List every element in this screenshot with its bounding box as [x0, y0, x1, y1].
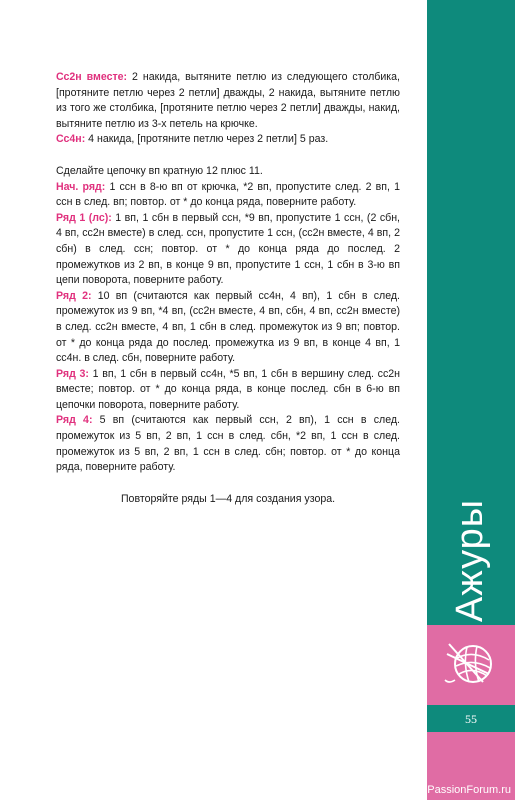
section-title	[447, 500, 495, 620]
abbr-text: 4 накида, [протяните петлю через 2 петли] 5 раз.	[85, 133, 329, 146]
row-3	[56, 367, 400, 414]
page-number: 55	[465, 711, 477, 726]
abbr-cc2n	[56, 70, 400, 132]
row-label: Ряд 1 (лс):	[56, 211, 112, 224]
intro-line: Сделайте цепочку вп кратную 12 плюс 11.	[56, 164, 263, 177]
yarn-ball-icon	[443, 636, 497, 690]
watermark-text: PassionForum.ru	[427, 784, 511, 796]
row-1	[56, 211, 400, 289]
row-start	[56, 180, 400, 211]
row-text: 1 ссн в 8-ю вп от крючка, *2 вп, пропустите след. 2 вп, 1 ссн в след. вп; повтор. от * до конца ряда, поверните работу.	[56, 180, 400, 209]
pattern-text	[56, 70, 400, 507]
repeat-note: Повторяйте ряды 1—4 для создания узора.	[120, 492, 336, 505]
abbr-label: Сс2н вместе:	[56, 71, 128, 83]
abbr-text: 2 накида, вытяните петлю из следующего столбика, [протяните петлю через 2 петли] дважды, 2 накида, вытяните петлю из того же столбика, [протяните петлю через 2 петли] дважды, накид, вытяните петлю из 3-х петель на крючке.	[56, 71, 400, 130]
row-label: Ряд 3:	[56, 367, 89, 380]
row-2	[56, 289, 400, 367]
row-text: 5 вп (считаются как первый ссн, 2 вп), 1 ссн в след. промежуток из 5 вп, 2 вп, 1 ссн в след. сбн, *2 вп, 1 ссн в след. промежуток из 5 вп, 2 вп, 1 ссн в след. сбн; повтор. от * до конца ряда, поверните работу.	[56, 414, 400, 474]
row-4	[56, 413, 400, 475]
row-text: 1 вп, 1 сбн в первый сс4н, *5 вп, 1 сбн в вершину след. сс2н вместе; повтор. от * до конца ряда, в конце послед. сбн в 6-ю вп цепочки поворота, поверните работу.	[56, 367, 400, 411]
row-label: Ряд 4:	[56, 414, 93, 427]
row-text: 1 вп, 1 сбн в первый ссн, *9 вп, пропустите 1 ссн, (2 сбн, 4 вп, сс2н вместе) в след. ссн, пропустите 1 ссн, (сс2н вместе, 4 вп, 2 сбн) в след. ссн; повтор. от * до конца ряда до послед. 2 промежутков из 2 вп, в конце 9 вп, пропустите 1 ссн, 1 сбн в 3-ю вп цепи поворота, поверните работу.	[56, 211, 400, 287]
section-title-text: Ажуры	[449, 498, 492, 622]
abbr-cc4n	[56, 132, 400, 148]
row-text: 10 вп (считаются как первый сс4н, 4 вп), 1 сбн в след. промежуток из 9 вп, *4 вп, (сс2н вместе, 4 вп, сбн, 4 вп, сс2н вместе) в след. сс2н вместе, 4 вп, 1 сбн в след. промежуток из 9 вп; повтор. от * до конца ряда до послед. промежутка из 9 вп, в конце 4 вп, 1 сс4н. в след. сбн, поверните работу.	[56, 289, 400, 365]
row-label: Ряд 2:	[56, 289, 92, 302]
abbr-label: Сс4н:	[56, 133, 86, 146]
row-label: Нач. ряд:	[56, 180, 106, 193]
